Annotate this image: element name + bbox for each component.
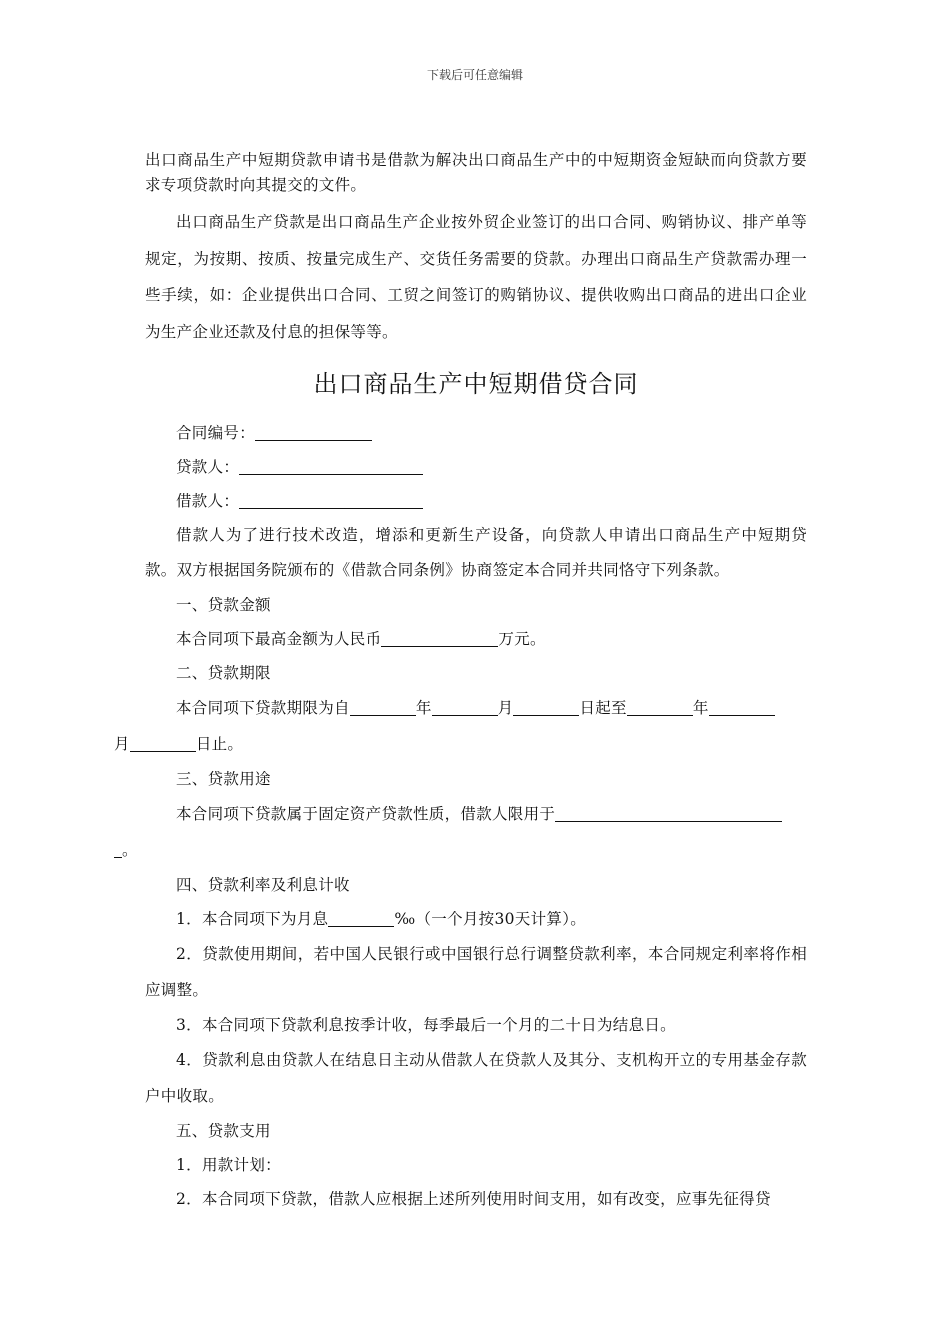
year-label: 年: [415, 699, 432, 717]
day-from-label: 日起至: [579, 699, 627, 717]
section-1-text: [145, 622, 807, 656]
section-4-item-4: 4．贷款利息由贷款人在结息日主动从借款人在贷款人及其分、支机构开立的专用基金存款户中收取。: [145, 1051, 807, 1105]
loan-amount-blank[interactable]: [381, 631, 498, 648]
section-1-text-a: 本合同项下最高金额为人民币: [176, 630, 382, 648]
section-3-heading: 三、贷款用途: [176, 770, 271, 788]
section-3-text-a: 本合同项下贷款属于固定资产贷款性质，借款人限用于: [176, 805, 556, 823]
section-2-heading: 二、贷款期限: [176, 664, 271, 682]
contract-number-line: [145, 416, 807, 450]
section-4-heading: 四、贷款利率及利息计收: [176, 876, 350, 894]
interest-rate-blank[interactable]: [328, 911, 394, 928]
end-day-blank[interactable]: [130, 736, 196, 753]
section-1-heading: 一、贷款金额: [176, 596, 271, 614]
loan-purpose-blank[interactable]: [555, 806, 782, 823]
lender-blank[interactable]: [239, 459, 423, 476]
end-year-label: 年: [692, 699, 709, 717]
section-3-text-b: 。: [122, 841, 138, 859]
intro-paragraph-1: 出口商品生产中短期贷款申请书是借款为解决出口商品生产中的中短期资金短缺而向贷款方要求专项贷款时向其提交的文件。: [145, 151, 807, 194]
section-1-text-b: 万元。: [498, 630, 546, 648]
section-5-heading: 五、贷款支用: [176, 1122, 271, 1140]
contract-number-label: 合同编号：: [176, 424, 256, 442]
contract-title: 出口商品生产中短期借贷合同: [313, 370, 639, 398]
intro-paragraph-2: 出口商品生产贷款是出口商品生产企业按外贸企业签订的出口合同、购销协议、排产单等规定，为按期、按质、按量完成生产、交货任务需要的贷款。办理出口商品生产贷款需办理一些手续，如：企业提供出口合同、工贸之间签订的购销协议、提供收购出口商品的进出口企业为生产企业还款及付息的担保等等。: [145, 213, 807, 341]
borrower-line: [145, 484, 807, 518]
section-4-item-1-b: ‰（一个月按30天计算）。: [394, 910, 587, 928]
start-day-blank[interactable]: [513, 700, 579, 717]
section-2-text-a: 本合同项下贷款期限为自: [176, 699, 350, 717]
lender-line: [145, 450, 807, 484]
borrower-blank[interactable]: [239, 493, 423, 510]
day-end-label: 日止。: [195, 735, 244, 753]
month-label: 月: [497, 699, 514, 717]
section-3-text: [122, 796, 807, 868]
end-month-blank[interactable]: [709, 700, 775, 717]
section-5-item-2: 2．本合同项下贷款，借款人应根据上述所列使用时间支用，如有改变，应事先征得贷: [176, 1190, 771, 1208]
lender-label: 贷款人：: [176, 458, 240, 476]
start-year-blank[interactable]: [350, 700, 416, 717]
borrower-label: 借款人：: [176, 492, 240, 510]
end-year-blank[interactable]: [627, 700, 693, 717]
section-4-item-2: 2．贷款使用期间，若中国人民银行或中国银行总行调整贷款利率，本合同规定利率将作相应调整。: [145, 945, 807, 999]
header-note: 下载后可任意编辑: [426, 68, 523, 82]
loan-purpose-blank-cont[interactable]: [114, 842, 122, 859]
section-4-item-1: [145, 902, 807, 936]
start-month-blank[interactable]: [432, 700, 498, 717]
document-body: [114, 148, 807, 1216]
section-4-item-3: 3．本合同项下贷款利息按季计收，每季最后一个月的二十日为结息日。: [176, 1016, 676, 1034]
section-5-item-1: 1．用款计划：: [176, 1156, 281, 1174]
contract-preamble: 借款人为了进行技术改造，增添和更新生产设备，向贷款人申请出口商品生产中短期贷款。双方根据国务院颁布的《借款合同条例》协商签定本合同并共同恪守下列条款。: [145, 526, 807, 579]
end-month-label: 月: [114, 735, 130, 753]
section-4-item-1-a: 1．本合同项下为月息: [176, 910, 329, 928]
section-2-text: [114, 690, 807, 762]
contract-number-blank[interactable]: [255, 425, 372, 442]
